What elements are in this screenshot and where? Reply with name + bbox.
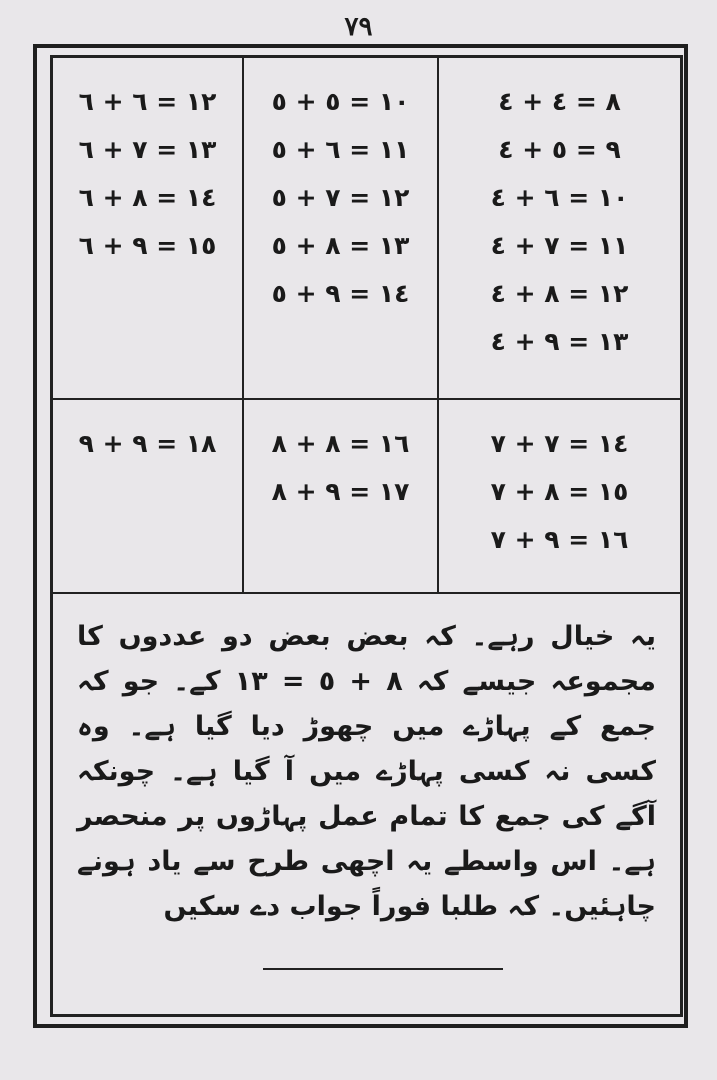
equation: ١٦ = ٩ + ٧	[490, 525, 629, 554]
equation: ١٤ = ٨ + ٦	[78, 183, 217, 212]
table-cell-eights	[244, 400, 439, 594]
equation: ١١ = ٧ + ٤	[490, 231, 629, 260]
equation: ١٥ = ٩ + ٦	[78, 231, 217, 260]
equation: ١٣ = ٧ + ٦	[78, 135, 217, 164]
table-cell-fives	[244, 58, 439, 400]
equation: ١٠ = ٥ + ٥	[271, 87, 410, 116]
table-cell-sixes	[53, 58, 244, 400]
equation: ٨ = ٤ + ٤	[498, 87, 621, 116]
note-paragraph: یہ خیال رہے۔ کہ بعض بعض دو عددوں کا مجموعہ جیسے کہ ٨ + ٥ = ١٣ کے۔ جو کہ جمع کے پہاڑے میں چھوڑ دیا گیا ہے۔ وہ کسی نہ کسی پہاڑے میں آ گیا ہے۔ چونکہ آگے کی جمع کا تمام عمل پہاڑوں پر منحصر ہے۔ اس واسطے یہ اچھی طرح سے یاد ہونے چاہئیں۔ کہ طلبا فوراً جواب دے سکیں	[77, 621, 656, 922]
equation: ١٢ = ٨ + ٤	[490, 279, 629, 308]
closing-rule	[263, 968, 503, 970]
equation: ١٠ = ٦ + ٤	[490, 183, 629, 212]
equation: ١٦ = ٨ + ٨	[271, 429, 410, 458]
table-cell-sevens	[439, 400, 680, 594]
page-number: ٧٩	[344, 12, 373, 42]
equation: ١٢ = ٧ + ٥	[271, 183, 410, 212]
equation: ٩ = ٥ + ٤	[498, 135, 621, 164]
equation: ١٨ = ٩ + ٩	[78, 429, 217, 458]
equation: ١٢ = ٦ + ٦	[78, 87, 217, 116]
table-cell-fours	[439, 58, 680, 400]
equation: ١١ = ٦ + ٥	[271, 135, 410, 164]
addition-table-frame	[50, 55, 683, 1017]
equation: ١٥ = ٨ + ٧	[490, 477, 629, 506]
equation: ١٣ = ٨ + ٥	[271, 231, 410, 260]
equation: ١٣ = ٩ + ٤	[490, 327, 629, 356]
equation: ١٤ = ٧ + ٧	[490, 429, 629, 458]
note-block	[53, 594, 680, 1014]
equation: ١٤ = ٩ + ٥	[271, 279, 410, 308]
equation: ١٧ = ٩ + ٨	[271, 477, 410, 506]
table-cell-nines	[53, 400, 244, 594]
